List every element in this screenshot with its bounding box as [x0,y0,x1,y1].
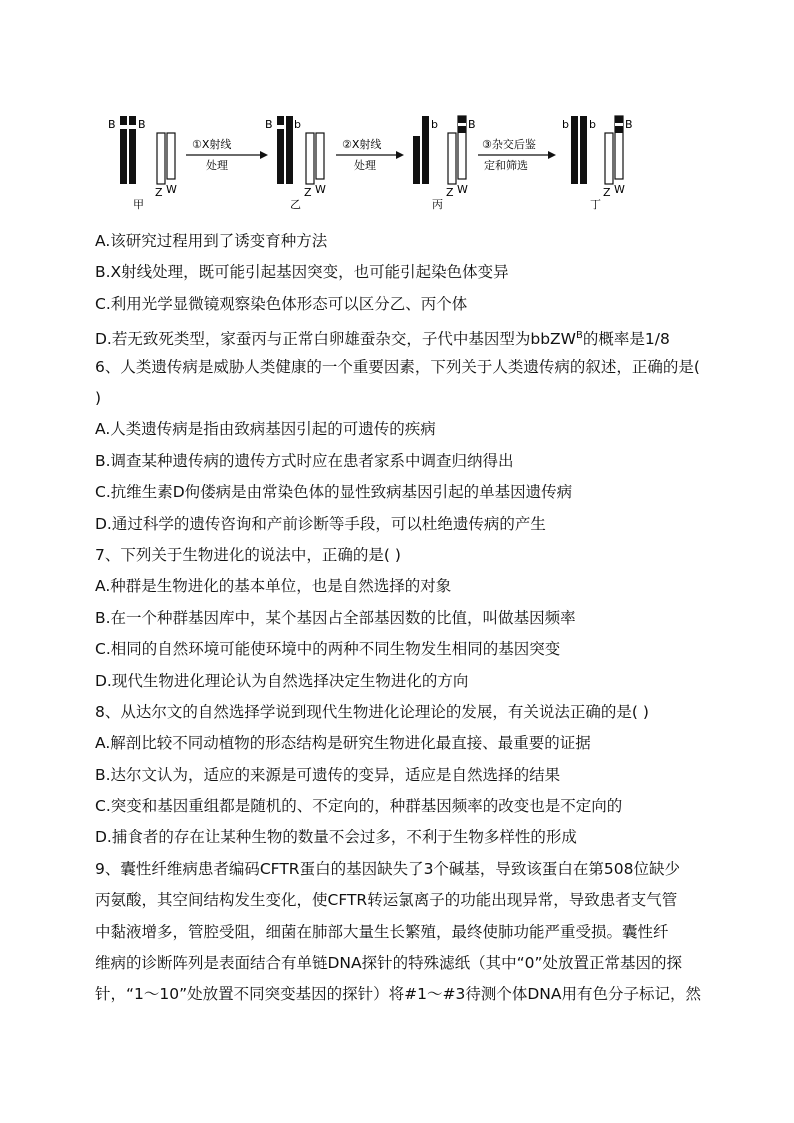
svg-text:乙: 乙 [290,198,301,211]
q5-option-a: A.该研究过程用到了诱变育种方法 [95,232,328,250]
q6-option-b: B.调查某种遗传病的遗传方式时应在患者家系中调查归纳得出 [95,451,514,470]
document-body [95,226,707,1011]
svg-text:B: B [468,118,476,131]
q6-option-d: D.通过科学的遗传咨询和产前诊断等手段，可以杜绝遗传病的产生 [95,514,546,533]
q6-option-c: C.抗维生素D佝偻病是由常染色体的显性致病基因引起的单基因遗传病 [95,483,573,502]
individual-yi [265,116,326,211]
individual-jia [108,116,177,211]
svg-text:处理: 处理 [206,159,228,172]
q8-option-c: C.突变和基因重组都是随机的、不定向的，种群基因频率的改变也是不定向的 [95,797,623,816]
q7-option-b: B.在一个种群基因库中，某个基因占全部基因数的比值，叫做基因频率 [95,608,576,627]
q5-option-d: D.若无致死类型，家蚕丙与正常白卵雄蚕杂交，子代中基因型为bbZW$^B$的概率是1/8 [95,330,670,349]
svg-text:B: B [265,118,273,131]
chromosome-diagram [100,108,640,233]
svg-text:W: W [457,183,468,196]
q5-option-c: C.利用光学显微镜观察染色体形态可以区分乙、丙个体 [95,294,468,313]
svg-text:①X射线: ①X射线 [192,138,232,151]
svg-text:b: b [562,118,569,131]
q9-line-5: 针，“1～10”处放置不同突变基因的探针）将#1～#3待测个体DNA用有色分子标记，然 [95,985,701,1004]
q7-option-d: D.现代生物进化理论认为自然选择决定生物进化的方向 [95,671,469,690]
svg-text:定和筛选: 定和筛选 [484,159,528,172]
svg-text:B: B [625,118,633,131]
q7-option-c: C.相同的自然环境可能使环境中的两种不同生物发生相同的基因突变 [95,640,561,659]
arrow-2 [336,137,404,172]
label-Z: Z [155,186,163,199]
q8-option-d: D.捕食者的存在让某种生物的数量不会过多，不利于生物多样性的形成 [95,828,577,847]
label-W: W [166,183,177,196]
label-B: B [138,118,146,131]
arrow-3 [478,137,556,172]
svg-text:Z: Z [446,186,454,199]
svg-text:Z: Z [304,186,312,199]
q9-line-4: 维病的诊断阵列是表面结合有单链DNA探针的特殊滤纸（其中“0”处放置正常基因的探 [95,954,683,973]
svg-text:丙: 丙 [432,198,443,211]
svg-text:W: W [614,183,625,196]
label-jia: 甲 [133,198,144,211]
q6-option-a: A.人类遗传病是指由致病基因引起的可遗传的疾病 [95,420,436,439]
individual-bing [413,116,476,211]
svg-text:处理: 处理 [354,159,376,172]
individual-ding [562,116,633,211]
q7-stem: 7、下列关于生物进化的说法中，正确的是( ) [95,545,401,564]
q8-option-a: A.解剖比较不同动植物的形态结构是研究生物进化最直接、最重要的证据 [95,734,591,753]
svg-text:②X射线: ②X射线 [342,138,382,151]
svg-text:③杂交后鉴: ③杂交后鉴 [482,138,536,151]
q9-line-2: 丙氨酸，其空间结构发生变化，使CFTR转运氯离子的功能出现异常，导致患者支气管 [95,891,678,910]
svg-text:b: b [431,118,438,131]
svg-text:丁: 丁 [590,198,601,211]
q8-stem: 8、从达尔文的自然选择学说到现代生物进化论理论的发展，有关说法正确的是( ) [95,702,649,721]
arrow-1 [186,137,268,172]
svg-text:b: b [294,118,301,131]
q8-option-b: B.达尔文认为，适应的来源是可遗传的变异，适应是自然选择的结果 [95,765,561,784]
q5-option-b: B.X射线处理，既可能引起基因突变，也可能引起染色体变异 [95,263,509,282]
q9-line-3: 中黏液增多，管腔受阻，细菌在肺部大量生长繁殖，最终使肺功能严重受损。囊性纤 [95,922,669,941]
q9-line-1: 9、囊性纤维病患者编码CFTR蛋白的基因缺失了3个碱基，导致该蛋白在第508位缺少 [95,859,681,878]
svg-text:b: b [589,118,596,131]
q6-stem: 6、人类遗传病是威胁人类健康的一个重要因素，下列关于人类遗传病的叙述，正确的是( ) [95,357,700,407]
svg-text:W: W [315,183,326,196]
label-B: B [108,118,116,131]
q7-option-a: A.种群是生物进化的基本单位，也是自然选择的对象 [95,577,452,596]
svg-text:Z: Z [603,186,611,199]
